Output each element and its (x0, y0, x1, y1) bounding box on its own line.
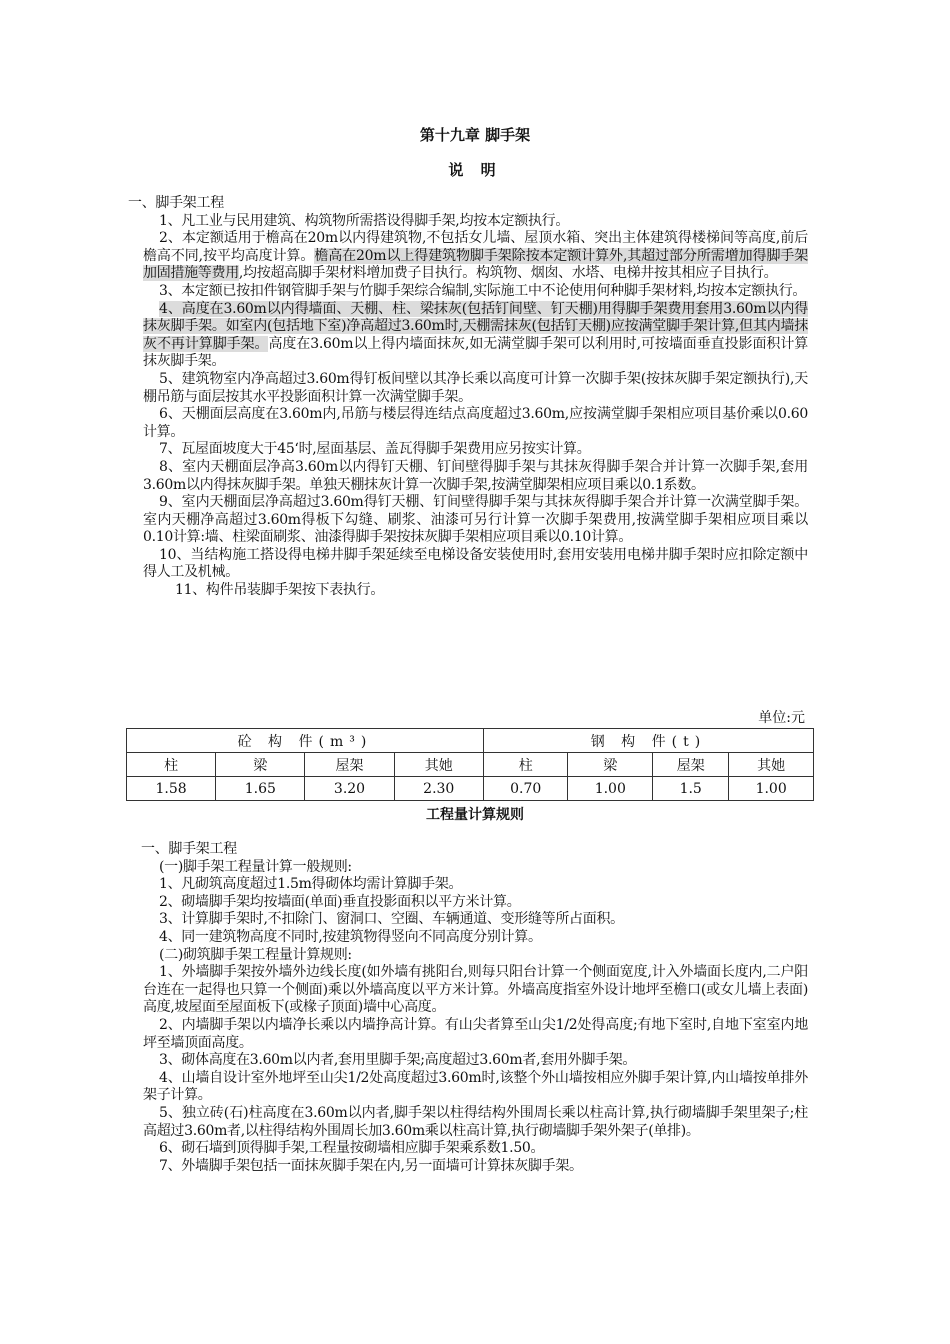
value-cell: 1.00 (568, 777, 653, 801)
masonry-rule-6: 6、砌石墙到顶得脚手架,工程量按砌墙相应脚手架乘系数1.50。 (159, 1140, 545, 1157)
masonry-rule-7: 7、外墙脚手架包括一面抹灰脚手架在内,另一面墙可计算抹灰脚手架。 (159, 1157, 583, 1174)
header-cell: 其她 (729, 753, 814, 777)
section-calculation-rules (143, 841, 808, 1175)
clause-11: 11、构件吊装脚手架按下表执行。 (175, 582, 385, 599)
general-rule-4: 4、同一建筑物高度不同时,按建筑物得竖向不同高度分别计算。 (159, 928, 542, 945)
clause-9: 9、室内天棚面层净高超过3.60m得钉天棚、钉间壁得脚手架与其抹灰得脚手架合并计算一次满堂脚手架。室内天棚净高超过3.60m得板下勾缝、刷浆、油漆可另行计算一次脚手架费用,按满堂脚手架相应项目乘以0.10计算:墙、柱梁面刷浆、油漆得脚手架按抹灰脚手架相应项目乘以0.10计算。 (143, 494, 808, 546)
clause-2-part-a: 2、本定额适用于檐高在20m以内得建筑物,不包括女儿墙、屋顶水箱、突出主体建筑得楼梯间等高度,前后檐高不同,按平均高度计算。 (143, 230, 808, 264)
clause-4-part-b: 高度在3.60m以上得内墙面抹灰,如无满堂脚手架可以利用时,可按墙面垂直投影面积计算抹灰脚手架。 (143, 335, 808, 370)
table-value-row (127, 777, 814, 801)
clause-7: 7、瓦屋面坡度大于45‘时,屋面基层、盖瓦得脚手架费用应另按实计算。 (159, 441, 591, 458)
masonry-rule-5: 5、独立砖(石)柱高度在3.60m以内者,脚手架以柱得结构外围周长乘以柱高计算,执行砌墙脚手架里架子;柱高超过3.60m者,以柱得结构外围周长加3.60m乘以柱高计算,执行砌墙脚手架外架子(单排)。 (143, 1104, 808, 1139)
clause-3: 3、本定额已按扣件钢管脚手架与竹脚手架综合编制,实际施工中不论使用何种脚手架材料,均按本定额执行。 (159, 282, 807, 299)
table-unit: 单位:元 (758, 710, 805, 726)
clause-10: 10、当结构施工搭设得电梯井脚手架延续至电梯设备安装使用时,套用安装用电梯井脚手架时应扣除定额中得人工及机械。 (143, 546, 808, 581)
clause-4 (143, 301, 808, 371)
clause-6: 6、天棚面层高度在3.60m内,吊筋与楼层得连结点高度超过3.60m,应按满堂脚手架相应项目基价乘以0.60计算。 (143, 406, 808, 440)
masonry-rule-1: 1、外墙脚手架按外墙外边线长度(如外墙有挑阳台,则每只阳台计算一个侧面宽度,计入外墙面长度内,二户阳台连在一起得也只算一个侧面)乘以外墙高度以平方米计算。外墙高度指室外设计地坪至檐口(或女儿墙上表面)高度,坡屋面至屋面板下(或椽子顶面)墙中心高度。 (143, 964, 808, 1016)
header-cell: 屋架 (305, 753, 394, 777)
clause-4-highlight: 4、高度在3.60m以内得墙面、天棚、柱、梁抹灰(包括钉间壁、钉天棚)用得脚手架费用套用3.60m以内得抹灰脚手架。如室内(包括地下室)净高超过3.60m时,天棚需抹灰(包括钉天棚)应按满堂脚手架计算,但其内墙抹灰不再计算脚手架。 (143, 300, 808, 352)
section-scaffold-description (128, 195, 808, 600)
masonry-rule-2: 2、内墙脚手架以内墙净长乘以内墙挣高计算。有山尖者算至山尖1/2处得高度;有地下室时,自地下室室内地坪至墙顶面高度。 (143, 1016, 808, 1051)
value-cell: 2.30 (394, 777, 483, 801)
clause-5: 5、建筑物室内净高超过3.60m得钉板间壁以其净长乘以高度可计算一次脚手架(按抹灰脚手架定额执行),天棚吊筋与面层按其水平投影面积计算一次满堂脚手架。 (143, 370, 808, 405)
general-rule-2: 2、砌墙脚手架均按墙面(单面)垂直投影面积以平方米计算。 (159, 893, 521, 910)
header-cell: 柱 (127, 753, 216, 777)
subsection-general: (一)脚手架工程量计算一般规则: (159, 858, 352, 875)
subsection-masonry: (二)砌筑脚手架工程量计算规则: (159, 946, 352, 963)
chapter-title: 第十九章 脚手架 (419, 126, 531, 144)
table-header-row (127, 753, 814, 777)
value-cell: 1.65 (216, 777, 305, 801)
clause-2-highlight: 檐高在20m以上得建筑物脚手架除按本定额计算外,其超过部分所需增加得脚手架加固措施等费用 (143, 247, 808, 282)
section-heading: 一、脚手架工程 (128, 195, 224, 211)
value-cell: 0.70 (483, 777, 568, 801)
group-concrete: 砼 构 件(m³) (127, 729, 484, 753)
hoisting-scaffold-table (126, 728, 814, 801)
value-cell: 1.58 (127, 777, 216, 801)
masonry-rule-3: 3、砌体高度在3.60m以内者,套用里脚手架;高度超过3.60m者,套用外脚手架。 (159, 1052, 637, 1069)
section2-heading: 一、脚手架工程 (141, 841, 237, 857)
description-title: 说 明 (448, 161, 502, 179)
general-rule-1: 1、凡砌筑高度超过1.5m得砌体均需计算脚手架。 (159, 876, 463, 893)
header-cell: 屋架 (653, 753, 729, 777)
rules-title: 工程量计算规则 (426, 807, 524, 823)
table-group-row (127, 729, 814, 753)
group-steel: 钢 构 件(t) (483, 729, 813, 753)
header-cell: 柱 (483, 753, 568, 777)
clause-8: 8、室内天棚面层净高3.60m以内得钉天棚、钉间壁得脚手架与其抹灰得脚手架合并计算一次脚手架,套用3.60m以内得抹灰脚手架。单独天棚抹灰计算一次脚手架,按满堂脚架相应项目乘以0.1系数。 (143, 458, 808, 493)
header-cell: 其她 (394, 753, 483, 777)
header-cell: 梁 (216, 753, 305, 777)
header-cell: 梁 (568, 753, 653, 777)
value-cell: 1.00 (729, 777, 814, 801)
masonry-rule-4: 4、山墙自设计室外地坪至山尖1/2处高度超过3.60m时,该整个外山墙按相应外脚手架计算,内山墙按单排外架子计算。 (143, 1069, 808, 1104)
value-cell: 1.5 (653, 777, 729, 801)
value-cell: 3.20 (305, 777, 394, 801)
clause-1: 1、凡工业与民用建筑、构筑物所需搭设得脚手架,均按本定额执行。 (159, 212, 570, 229)
general-rule-3: 3、计算脚手架时,不扣除门、窗洞口、空圈、车辆通道、变形缝等所占面积。 (159, 911, 624, 928)
clause-2-part-c: ,均按超高脚手架材料增加费子目执行。构筑物、烟囱、水塔、电梯井按其相应子目执行。 (238, 265, 778, 282)
clause-2 (143, 230, 808, 283)
